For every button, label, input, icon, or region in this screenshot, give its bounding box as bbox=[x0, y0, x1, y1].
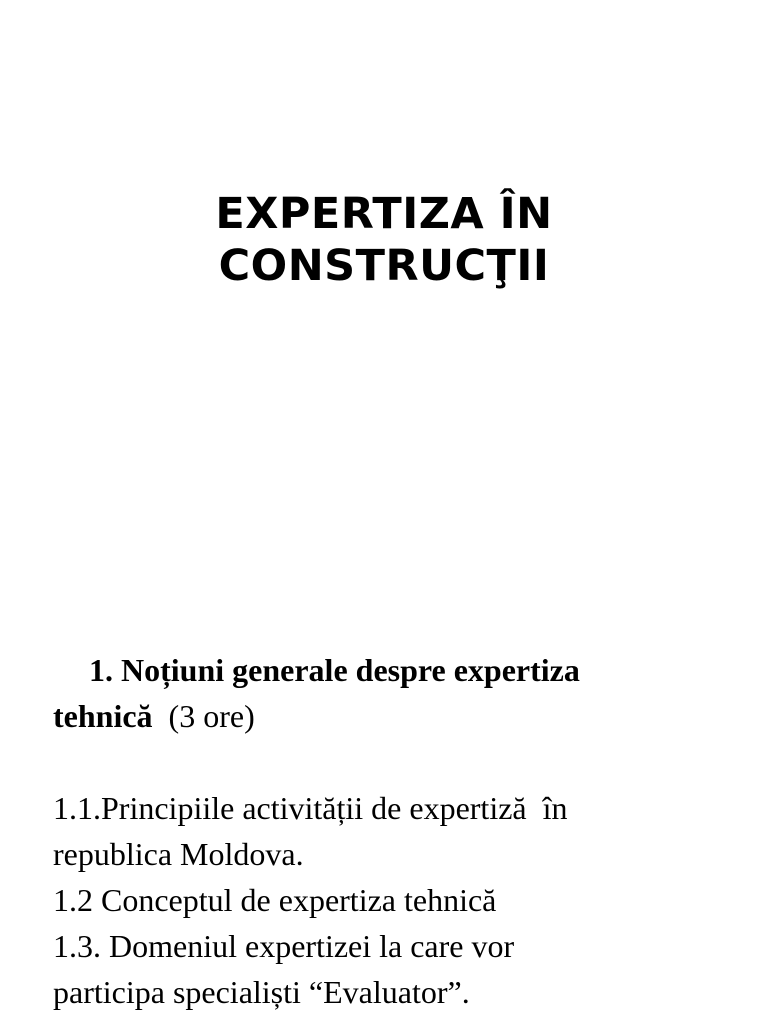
list-item: 1.2 Conceptul de expertiza tehnică bbox=[53, 882, 497, 918]
spacer bbox=[53, 739, 743, 785]
document-title bbox=[0, 188, 768, 292]
title-line-2: CONSTRUCŢII bbox=[218, 241, 550, 291]
list-item: 1.1.Principiile activității de expertiză în republica Moldova. bbox=[53, 790, 568, 872]
section-heading-term: tehnică bbox=[53, 698, 153, 734]
section-heading-hours: (3 ore) bbox=[152, 698, 255, 734]
section-heading bbox=[53, 647, 743, 739]
document-content bbox=[53, 647, 743, 1015]
list-item: 1.3. Domeniul expertizei la care vor participa specialiști “Evaluator”. bbox=[53, 928, 515, 1010]
section-heading-line-1: 1. Noțiuni generale despre expertiza bbox=[89, 652, 580, 688]
title-line-1: EXPERTIZA ÎN bbox=[215, 189, 553, 239]
